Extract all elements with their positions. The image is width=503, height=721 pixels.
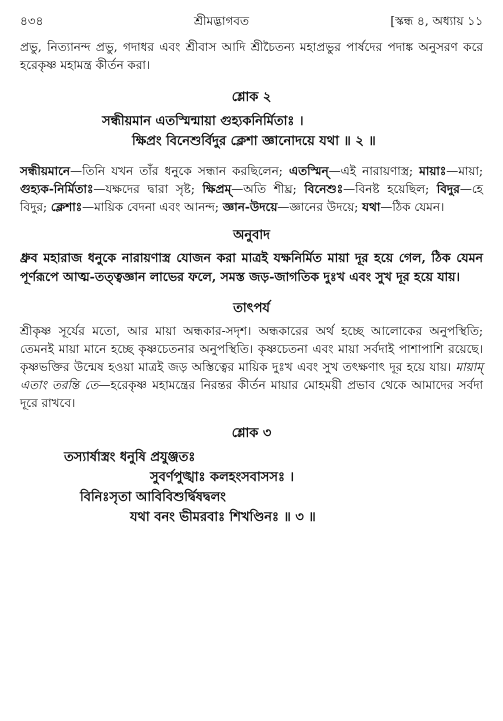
synonym-meaning: —জ্ঞানের উদয়ে; [277,199,363,214]
verse-2-sanskrit [20,112,483,152]
synonym-meaning: —যক্ষদের দ্বারা সৃষ্ট; [93,181,203,196]
purport-text [20,322,483,412]
synonym-meaning: —মায়া; [446,163,484,178]
synonym-meaning: —বিনষ্ট হয়েছিল; [343,181,437,196]
verse-2-heading: শ্লোক ২ [231,90,272,105]
intro-paragraph: প্রভু, নিত্যানন্দ প্রভু, গদাধর এবং শ্রীবাস আদি শ্রীচৈতন্য মহাপ্রভুর পার্ষদের পদাঙ্ক অনুসরণ করে হরেকৃষ্ণ মহামন্ত্র কীর্তন করা। [20,40,483,72]
synonym-word: সন্ধীয়মানে [20,163,71,178]
page-number: ৪৩৪ [20,14,44,28]
purport-title: তাৎপর্য [233,300,270,316]
synonym-word: যথা [362,199,381,214]
purport-quote: মায়াম্ এতাং তরন্তি তে [20,360,483,393]
verse-2-line-1: সন্ধীয়মান এতস্মিন্মায়া গুহ্যকনির্মিতাঃ । [102,113,304,129]
synonym-word: জ্ঞান-উদয়ে [222,199,278,214]
book-title: শ্রীমদ্ভাগবত [193,14,249,28]
verse-3-line-3: বিনিঃসৃতা আবিবিশুর্দ্বিষদ্বলং [80,490,226,506]
translation-title: অনুবাদ [233,227,270,243]
translation-text: ধ্রুব মহারাজ ধনুকে নারায়ণাস্ত্র যোজন করা মাত্রই যক্ষনির্মিত মায়া দূর হয়ে গেল, ঠিক যেমন পূর্ণরূপে আত্ম-তত্ত্বজ্ঞান লাভের ফলে, সমস্ত জড়-জাগতিক দুঃখ এবং সুখ দূর হয়ে যায়। [20,250,483,285]
synonym-meaning: —তিনি যখন তাঁর ধনুকে সন্ধান করছিলেন; [70,163,290,178]
synonym-meaning: —এই নারায়ণাস্ত্র; [328,163,420,178]
verse-3-line-1: তস্যার্ষাস্ত্রং ধনুষি প্রযুঞ্জতঃ [64,449,196,465]
verse-3-heading: শ্লোক ৩ [231,426,272,442]
synonym-meaning: —হে বিদুর; [20,181,483,214]
verse-3-sanskrit [20,448,483,529]
synonym-meaning: —অতি শীঘ্র; [231,181,305,196]
verse-2-synonyms [20,162,483,216]
synonym-meaning: —ঠিক যেমন। [380,199,445,214]
purport-text-after: —হরেকৃষ্ণ মহামন্ত্রের নিরন্তর কীর্তন মায়ার মোহময়ী প্রভাব থেকে আমাদের সর্বদা দূরে রাখবে। [20,378,483,411]
synonym-meaning: —মায়িক বেদনা এবং আনন্দ; [82,199,223,214]
synonym-word: ক্ষিপ্রম্ [202,181,232,196]
chapter-reference: [স্কন্ধ ৪, অধ্যায় ১১ [390,14,483,28]
synonym-word: মায়াঃ [419,163,447,178]
verse-3-line-2: সুবর্ণপুঙ্খাঃ কলহংসবাসসঃ । [150,469,295,485]
purport-text-before: শ্রীকৃষ্ণ সূর্যের মতো, আর মায়া অন্ধকার-সদৃশ। অন্ধকারের অর্থ হচ্ছে আলোকের অনুপস্থিতি; তেমনই মায়া মানে হচ্ছে কৃষ্ণচেতনার অনুপস্থিতি। কৃষ্ণচেতনা এবং মায়া সর্বদাই পাশাপাশি রয়েছে। কৃষ্ণভক্তির উন্মেষ হওয়া মাত্রই জড় অস্তিত্বের মায়িক দুঃখ এবং সুখ তৎক্ষণাৎ দূর হয়ে যায়। [20,324,483,375]
synonym-word: গুহ্যক-নির্মিতাঃ [20,181,94,196]
synonym-word: বিদুর [436,181,460,196]
verse-3-line-4: যথা বনং ভীমরবাঃ শিখণ্ডিনঃ ॥ ৩ ॥ [130,510,316,526]
synonym-word: বিনেশুঃ [304,181,344,196]
verse-2-line-2: ক্ষিপ্রং বিনেশুর্বিদুর ক্লেশা জ্ঞানোদয়ে যথা ॥ ২ ॥ [132,133,376,149]
page-header [20,12,483,30]
synonym-word: ক্লেশাঃ [50,199,83,214]
synonym-word: এতস্মিন্ [289,163,329,178]
